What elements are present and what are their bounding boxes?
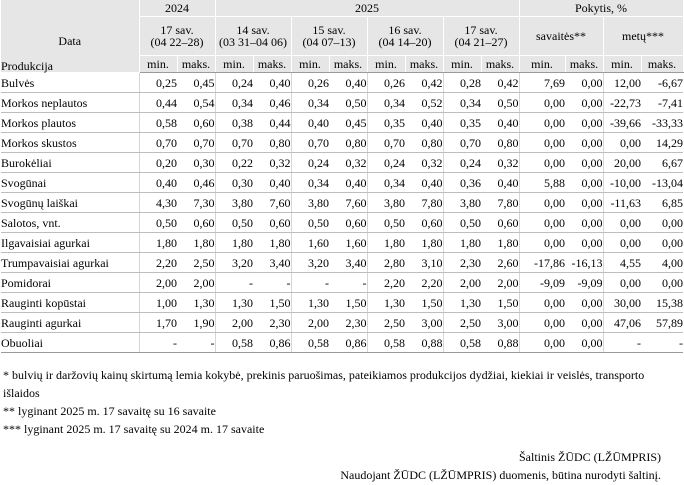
max-value-cell: 1,80 (481, 233, 519, 253)
table-row (1, 193, 683, 213)
max-value-cell: -13,04 (641, 173, 683, 193)
table-row (1, 293, 683, 313)
max-value-cell: 0,40 (405, 173, 443, 193)
product-name: Morkos neplautos (1, 93, 139, 113)
table-row (1, 73, 683, 93)
min-header: min. (603, 56, 641, 73)
min-value-cell: -17,86 (519, 253, 565, 273)
table-row (1, 273, 683, 293)
max-value-cell: - (177, 333, 215, 353)
min-value-cell: 1,30 (443, 293, 481, 313)
product-label: Produkcija (1, 59, 53, 73)
min-value-cell: 47,06 (603, 313, 641, 333)
price-table (1, 0, 684, 353)
min-value-cell: 0,00 (519, 233, 565, 253)
min-value-cell: 0,70 (367, 133, 405, 153)
max-value-cell: 3,40 (253, 253, 291, 273)
max-value-cell: 3,10 (405, 253, 443, 273)
max-value-cell: 7,60 (329, 193, 367, 213)
max-value-cell: 0,40 (253, 73, 291, 93)
min-value-cell: - (215, 273, 253, 293)
min-value-cell: 1,80 (215, 233, 253, 253)
week-header: 17 sav. (04 21–27) (443, 17, 519, 56)
max-value-cell: 1,80 (405, 233, 443, 253)
product-name: Trumpavaisiai agurkai (1, 253, 139, 273)
min-value-cell: 2,00 (443, 273, 481, 293)
footnote: ** lyginant 2025 m. 17 savaitę su 16 savaite (3, 404, 216, 418)
min-value-cell: 0,58 (367, 333, 405, 353)
max-value-cell: 0,60 (405, 213, 443, 233)
week-header: 17 sav. (04 22–28) (139, 17, 215, 56)
min-value-cell: 0,70 (443, 133, 481, 153)
min-value-cell: 0,70 (291, 133, 329, 153)
table-row (1, 113, 683, 133)
max-value-cell: 0,45 (329, 113, 367, 133)
min-value-cell: 1,80 (367, 233, 405, 253)
min-value-cell: 0,00 (519, 113, 565, 133)
max-value-cell: 0,42 (405, 73, 443, 93)
max-value-cell: 0,40 (329, 173, 367, 193)
min-value-cell: 0,58 (443, 333, 481, 353)
max-value-cell: 0,00 (565, 113, 603, 133)
min-value-cell: 3,20 (291, 253, 329, 273)
max-value-cell: 1,50 (329, 293, 367, 313)
max-value-cell: 2,30 (253, 313, 291, 333)
min-header: min. (443, 56, 481, 73)
table-row (1, 93, 683, 113)
min-value-cell: 0,50 (291, 213, 329, 233)
min-value-cell: 0,24 (367, 153, 405, 173)
min-value-cell: 1,80 (139, 233, 177, 253)
max-value-cell: 0,46 (253, 93, 291, 113)
max-value-cell: 0,00 (565, 133, 603, 153)
product-name: Rauginti agurkai (1, 313, 139, 333)
min-value-cell: 0,35 (443, 113, 481, 133)
min-value-cell: -10,00 (603, 173, 641, 193)
week-header: 16 sav. (04 14–20) (367, 17, 443, 56)
min-value-cell: 0,00 (519, 313, 565, 333)
min-value-cell: 0,24 (291, 153, 329, 173)
min-value-cell: 30,00 (603, 293, 641, 313)
min-value-cell: 2,00 (215, 313, 253, 333)
max-value-cell: 4,00 (641, 253, 683, 273)
min-value-cell: 3,80 (367, 193, 405, 213)
max-value-cell: 2,50 (177, 253, 215, 273)
max-value-cell: 7,80 (481, 193, 519, 213)
min-value-cell: 0,20 (139, 153, 177, 173)
max-value-cell: 0,00 (565, 153, 603, 173)
max-value-cell: 7,30 (177, 193, 215, 213)
min-value-cell: 0,26 (291, 73, 329, 93)
min-value-cell: 1,80 (443, 233, 481, 253)
min-value-cell: 12,00 (603, 73, 641, 93)
max-header: maks. (565, 56, 603, 73)
max-value-cell: 0,60 (177, 113, 215, 133)
max-value-cell: -33,33 (641, 113, 683, 133)
min-value-cell: 0,58 (215, 333, 253, 353)
max-value-cell: - (329, 273, 367, 293)
min-value-cell: 1,70 (139, 313, 177, 333)
max-value-cell: 1,80 (177, 233, 215, 253)
max-value-cell: 0,60 (329, 213, 367, 233)
min-value-cell: 0,34 (367, 93, 405, 113)
max-value-cell: 0,00 (565, 213, 603, 233)
max-value-cell: 0,80 (329, 133, 367, 153)
max-value-cell: 0,00 (565, 293, 603, 313)
min-value-cell: 1,30 (367, 293, 405, 313)
week-header: 15 sav. (04 07–13) (291, 17, 367, 56)
max-value-cell: 0,00 (641, 273, 683, 293)
max-value-cell: 1,50 (481, 293, 519, 313)
min-value-cell: 1,30 (215, 293, 253, 313)
table-row (1, 133, 683, 153)
min-value-cell: 0,34 (367, 173, 405, 193)
min-value-cell: 0,00 (603, 273, 641, 293)
max-header: maks. (405, 56, 443, 73)
min-header: min. (139, 56, 177, 73)
min-value-cell: 0,00 (519, 333, 565, 353)
footnote: *** lyginant 2025 m. 17 savaitę su 2024 m. 17 savaite (3, 422, 265, 436)
max-value-cell: 0,40 (405, 113, 443, 133)
min-value-cell: 0,25 (139, 73, 177, 93)
footnote: * bulvių ir daržovių kainų skirtumą lemia kokybė, prekinis paruošimas, pateikiamos produkcijos dydžiai, kiekiai ir veislės, transporto išlaidos (3, 368, 645, 400)
max-value-cell: 0,00 (565, 73, 603, 93)
max-value-cell: 1,30 (177, 293, 215, 313)
year-2024-header: 2024 (139, 0, 215, 17)
weekly-change-header: savaitės** (519, 17, 603, 56)
min-header: min. (519, 56, 565, 73)
max-value-cell: 0,00 (641, 213, 683, 233)
min-value-cell: 0,00 (519, 193, 565, 213)
max-value-cell: 0,45 (177, 73, 215, 93)
max-value-cell: 0,00 (565, 313, 603, 333)
min-value-cell: 3,80 (443, 193, 481, 213)
max-value-cell: 1,90 (177, 313, 215, 333)
max-value-cell: 3,00 (481, 313, 519, 333)
min-value-cell: 0,40 (291, 113, 329, 133)
product-name: Rauginti kopūstai (1, 293, 139, 313)
min-value-cell: 4,30 (139, 193, 177, 213)
min-value-cell: 0,34 (291, 93, 329, 113)
max-value-cell: 3,40 (329, 253, 367, 273)
max-value-cell: 0,44 (253, 113, 291, 133)
max-value-cell: 1,50 (253, 293, 291, 313)
max-value-cell: 0,00 (565, 173, 603, 193)
table-row (1, 333, 683, 353)
min-value-cell: -39,66 (603, 113, 641, 133)
product-name: Svogūnų laiškai (1, 193, 139, 213)
min-value-cell: 0,44 (139, 93, 177, 113)
max-value-cell: 0,50 (481, 93, 519, 113)
table-row (1, 233, 683, 253)
min-value-cell: 2,00 (139, 273, 177, 293)
max-value-cell: 2,00 (177, 273, 215, 293)
max-value-cell: 0,40 (481, 113, 519, 133)
max-value-cell: 0,32 (329, 153, 367, 173)
source-note (340, 448, 661, 484)
source-citation-line: Naudojant ŽŪDC (LŽŪMPRIS) duomenis, būtina nurodyti šaltinį. (340, 468, 661, 482)
min-value-cell: 0,00 (603, 133, 641, 153)
min-value-cell: 20,00 (603, 153, 641, 173)
min-value-cell: 0,30 (215, 173, 253, 193)
max-header: maks. (481, 56, 519, 73)
max-value-cell: 1,80 (253, 233, 291, 253)
min-value-cell: 0,38 (215, 113, 253, 133)
max-value-cell: 2,30 (329, 313, 367, 333)
max-value-cell: 0,00 (641, 233, 683, 253)
min-value-cell: 2,50 (443, 313, 481, 333)
table-row (1, 213, 683, 233)
change-header: Pokytis, % (519, 0, 683, 17)
min-value-cell: 0,50 (443, 213, 481, 233)
product-name: Burokėliai (1, 153, 139, 173)
product-header (1, 0, 139, 73)
product-name: Morkos plautos (1, 113, 139, 133)
max-value-cell: 0,00 (565, 93, 603, 113)
max-value-cell: 0,54 (177, 93, 215, 113)
max-value-cell: 0,88 (405, 333, 443, 353)
max-header: maks. (641, 56, 683, 73)
min-value-cell: 0,70 (139, 133, 177, 153)
max-value-cell: 0,60 (481, 213, 519, 233)
min-value-cell: 0,00 (519, 213, 565, 233)
max-value-cell: 0,30 (177, 153, 215, 173)
min-value-cell: 0,24 (443, 153, 481, 173)
max-value-cell: 1,60 (329, 233, 367, 253)
min-value-cell: 3,80 (291, 193, 329, 213)
min-value-cell: 0,00 (603, 233, 641, 253)
max-value-cell: 0,86 (253, 333, 291, 353)
max-value-cell: 1,50 (405, 293, 443, 313)
max-value-cell: 2,60 (481, 253, 519, 273)
max-value-cell: -6,67 (641, 73, 683, 93)
min-value-cell: 0,50 (367, 213, 405, 233)
product-name: Bulvės (1, 73, 139, 93)
max-value-cell: 0,60 (253, 213, 291, 233)
min-value-cell: 1,00 (139, 293, 177, 313)
max-value-cell: - (641, 333, 683, 353)
min-header: min. (215, 56, 253, 73)
max-value-cell: 0,00 (565, 333, 603, 353)
min-value-cell: 0,58 (139, 113, 177, 133)
min-value-cell: 2,20 (367, 273, 405, 293)
product-name: Ilgavaisiai agurkai (1, 233, 139, 253)
min-value-cell: -9,09 (519, 273, 565, 293)
table-body (1, 73, 683, 353)
max-value-cell: -9,09 (565, 273, 603, 293)
min-value-cell: 1,30 (291, 293, 329, 313)
max-value-cell: 2,00 (481, 273, 519, 293)
max-value-cell: -7,41 (641, 93, 683, 113)
min-value-cell: 0,26 (367, 73, 405, 93)
max-value-cell: 0,80 (481, 133, 519, 153)
min-value-cell: - (603, 333, 641, 353)
max-value-cell: 0,40 (481, 173, 519, 193)
min-value-cell: 0,00 (603, 213, 641, 233)
min-value-cell: 0,70 (215, 133, 253, 153)
min-value-cell: 2,30 (443, 253, 481, 273)
max-value-cell: 0,88 (481, 333, 519, 353)
product-name: Pomidorai (1, 273, 139, 293)
header-row-years (1, 0, 683, 17)
source-line: Šaltinis ŽŪDC (LŽŪMPRIS) (518, 450, 661, 464)
min-header: min. (291, 56, 329, 73)
max-header: maks. (177, 56, 215, 73)
max-value-cell: 0,40 (253, 173, 291, 193)
min-value-cell: 0,22 (215, 153, 253, 173)
min-value-cell: 0,35 (367, 113, 405, 133)
max-value-cell: 6,67 (641, 153, 683, 173)
min-value-cell: - (291, 273, 329, 293)
max-value-cell: 0,32 (481, 153, 519, 173)
max-value-cell: 7,60 (253, 193, 291, 213)
max-value-cell: 0,60 (177, 213, 215, 233)
max-header: maks. (329, 56, 367, 73)
table-row (1, 253, 683, 273)
min-value-cell: 2,00 (291, 313, 329, 333)
product-name: Svogūnai (1, 173, 139, 193)
product-name: Morkos skustos (1, 133, 139, 153)
min-value-cell: 0,24 (215, 73, 253, 93)
max-value-cell: 7,80 (405, 193, 443, 213)
min-value-cell: 2,80 (367, 253, 405, 273)
week-header: 14 sav. (03 31–04 06) (215, 17, 291, 56)
min-value-cell: -11,63 (603, 193, 641, 213)
min-value-cell: 3,20 (215, 253, 253, 273)
min-value-cell: 0,00 (519, 93, 565, 113)
max-value-cell: 57,89 (641, 313, 683, 333)
min-value-cell: 0,50 (139, 213, 177, 233)
max-value-cell: 0,00 (565, 193, 603, 213)
max-value-cell: 0,32 (253, 153, 291, 173)
max-value-cell: 0,86 (329, 333, 367, 353)
max-value-cell: 3,00 (405, 313, 443, 333)
min-value-cell: -22,73 (603, 93, 641, 113)
min-value-cell: 0,58 (291, 333, 329, 353)
footnotes (3, 366, 653, 438)
max-value-cell: - (253, 273, 291, 293)
max-value-cell: 2,20 (405, 273, 443, 293)
min-value-cell: 0,34 (443, 93, 481, 113)
max-value-cell: 14,29 (641, 133, 683, 153)
min-header: min. (367, 56, 405, 73)
max-value-cell: 6,85 (641, 193, 683, 213)
min-value-cell: 0,50 (215, 213, 253, 233)
max-value-cell: 0,70 (177, 133, 215, 153)
min-value-cell: 0,40 (139, 173, 177, 193)
min-value-cell: 0,00 (519, 133, 565, 153)
max-value-cell: 0,46 (177, 173, 215, 193)
min-value-cell: 0,28 (443, 73, 481, 93)
min-value-cell: 7,69 (519, 73, 565, 93)
min-value-cell: 2,20 (139, 253, 177, 273)
min-value-cell: 2,50 (367, 313, 405, 333)
min-value-cell: - (139, 333, 177, 353)
min-value-cell: 0,00 (519, 293, 565, 313)
max-value-cell: 15,38 (641, 293, 683, 313)
max-value-cell: 0,80 (405, 133, 443, 153)
min-value-cell: 0,00 (519, 153, 565, 173)
data-label: Data (58, 34, 82, 48)
yearly-change-header: metų*** (603, 17, 683, 56)
max-value-cell: -16,13 (565, 253, 603, 273)
min-value-cell: 5,88 (519, 173, 565, 193)
min-value-cell: 0,36 (443, 173, 481, 193)
max-header: maks. (253, 56, 291, 73)
max-value-cell: 0,40 (329, 73, 367, 93)
min-value-cell: 0,34 (291, 173, 329, 193)
table-row (1, 153, 683, 173)
table-row (1, 173, 683, 193)
min-value-cell: 1,60 (291, 233, 329, 253)
min-value-cell: 4,55 (603, 253, 641, 273)
product-name: Obuoliai (1, 333, 139, 353)
table-row (1, 313, 683, 333)
max-value-cell: 0,00 (565, 233, 603, 253)
max-value-cell: 0,52 (405, 93, 443, 113)
max-value-cell: 0,32 (405, 153, 443, 173)
min-value-cell: 0,34 (215, 93, 253, 113)
max-value-cell: 0,42 (481, 73, 519, 93)
min-value-cell: 3,80 (215, 193, 253, 213)
max-value-cell: 0,50 (329, 93, 367, 113)
year-2025-header: 2025 (215, 0, 519, 17)
max-value-cell: 0,80 (253, 133, 291, 153)
product-name: Salotos, vnt. (1, 213, 139, 233)
